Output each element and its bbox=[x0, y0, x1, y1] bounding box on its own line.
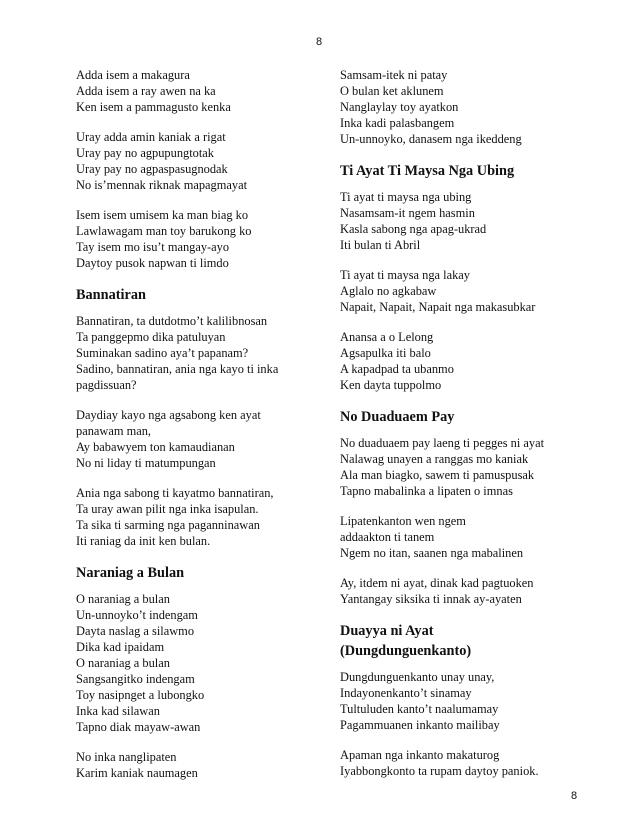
verse-line: Tapno mabalinka a lipaten o imnas bbox=[340, 484, 513, 498]
verse-line: Nanglaylay toy ayatkon bbox=[340, 100, 459, 114]
verse-line: Samsam-itek ni patay bbox=[340, 68, 448, 82]
verse-line: No ni liday ti matumpungan bbox=[76, 456, 216, 470]
stanza bbox=[340, 435, 580, 499]
verse-line: Uray pay no agpupungtotak bbox=[76, 146, 214, 160]
stanza bbox=[76, 129, 321, 193]
verse-line: Un-unnoyko, danasem nga ikeddeng bbox=[340, 132, 522, 146]
poem-title-line: (Dungdunguenkanto) bbox=[340, 643, 472, 659]
verse-line: Ala man biagko, sawem ti pamuspusak bbox=[340, 468, 535, 482]
verse-line: pagdissuan? bbox=[76, 378, 137, 392]
verse-line: Anansa a o Lelong bbox=[340, 330, 434, 344]
verse-line: Sangsangitko indengam bbox=[76, 672, 195, 686]
verse-line: Ken isem a pammagusto kenka bbox=[76, 100, 231, 114]
stanza bbox=[76, 591, 321, 735]
stanza bbox=[340, 669, 580, 733]
verse-line: O naraniag a bulan bbox=[76, 592, 170, 606]
poem-title: No Duaduaem Pay bbox=[340, 409, 455, 425]
stanza bbox=[76, 207, 321, 271]
stanza bbox=[340, 513, 580, 561]
stanza bbox=[340, 329, 580, 393]
verse-line: Iyabbongkonto ta rupam daytoy paniok. bbox=[340, 764, 539, 778]
verse-line: Ti ayat ti maysa nga lakay bbox=[340, 268, 470, 282]
verse-line: Pagammuanen inkanto mailibay bbox=[340, 718, 500, 732]
page-number-bottom: 8 bbox=[571, 790, 578, 802]
verse-line: Yantangay siksika ti innak ay-ayaten bbox=[340, 592, 522, 606]
poem-naraniag-continued bbox=[340, 67, 580, 147]
verse-line: O bulan ket aklunem bbox=[340, 84, 444, 98]
left-column bbox=[76, 67, 321, 795]
poem-ti-ayat bbox=[340, 161, 580, 393]
verse-line: Tultuluden kanto’t naalumamay bbox=[340, 702, 499, 716]
verse-line: Kasla sabong nga apag-ukrad bbox=[340, 222, 487, 236]
verse-line: Adda isem a makagura bbox=[76, 68, 190, 82]
verse-line: Inka kadi palasbangem bbox=[340, 116, 455, 130]
verse-line: Karim kaniak naumagen bbox=[76, 766, 198, 780]
verse-line: Dika kad ipaidam bbox=[76, 640, 165, 654]
verse-line: Nasamsam-it ngem hasmin bbox=[340, 206, 475, 220]
verse-line: Bannatiran, ta dutdotmo’t kalilibnosan bbox=[76, 314, 268, 328]
verse-line: Ta uray awan pilit nga inka isapulan. bbox=[76, 502, 259, 516]
verse-line: Sadino, bannatiran, ania nga kayo ti inka bbox=[76, 362, 279, 376]
verse-line: Dungdunguenkanto unay unay, bbox=[340, 670, 495, 684]
verse-line: Iti raniag da init ken bulan. bbox=[76, 534, 211, 548]
stanza bbox=[76, 485, 321, 549]
verse-line: Uray adda amin kaniak a rigat bbox=[76, 130, 226, 144]
stanza bbox=[340, 67, 580, 147]
verse-line: Ta panggepmo dika patuluyan bbox=[76, 330, 226, 344]
verse-line: Adda isem a ray awen na ka bbox=[76, 84, 216, 98]
verse-line: Ay babawyem ton kamaudianan bbox=[76, 440, 235, 454]
verse-line: Lawlawagam man toy barukong ko bbox=[76, 224, 252, 238]
verse-line: panawam man, bbox=[76, 424, 152, 438]
verse-line: Ken dayta tuppolmo bbox=[340, 378, 442, 392]
page-number-top: 8 bbox=[315, 36, 323, 48]
verse-line: Suminakan sadino aya’t papanam? bbox=[76, 346, 249, 360]
verse-line: Ay, itdem ni ayat, dinak kad pagtuoken bbox=[340, 576, 534, 590]
stanza bbox=[340, 267, 580, 315]
verse-line: Toy nasipnget a lubongko bbox=[76, 688, 205, 702]
verse-line: Lipatenkanton wen ngem bbox=[340, 514, 466, 528]
verse-line: Daydiay kayo nga agsabong ken ayat bbox=[76, 408, 261, 422]
stanza bbox=[76, 749, 321, 781]
verse-line: Uray pay no agpaspasugnodak bbox=[76, 162, 228, 176]
poem-title bbox=[340, 621, 580, 661]
verse-line: Tay isem mo isu’t mangay-ayo bbox=[76, 240, 230, 254]
verse-line: Un-unnoyko’t indengam bbox=[76, 608, 198, 622]
poem-duayya bbox=[340, 621, 580, 779]
verse-line: Daytoy pusok napwan ti limdo bbox=[76, 256, 229, 270]
poem-bannatiran bbox=[76, 285, 321, 549]
verse-line: Inka kad silawan bbox=[76, 704, 160, 718]
verse-line: Napait, Napait, Napait nga makasubkar bbox=[340, 300, 536, 314]
verse-line: Nalawag unayen a ranggas mo kaniak bbox=[340, 452, 529, 466]
stanza bbox=[76, 67, 321, 115]
verse-line: Dayta naslag a silawmo bbox=[76, 624, 195, 638]
verse-line: O naraniag a bulan bbox=[76, 656, 170, 670]
stanza bbox=[340, 189, 580, 253]
poem-title: Ti Ayat Ti Maysa Nga Ubing bbox=[340, 163, 515, 179]
verse-line: addaakton ti tanem bbox=[340, 530, 435, 544]
stanza bbox=[340, 575, 580, 607]
verse-line: Ta sika ti sarming nga paganninawan bbox=[76, 518, 260, 532]
verse-line: No inka nanglipaten bbox=[76, 750, 177, 764]
verse-line: Iti bulan ti Abril bbox=[340, 238, 421, 252]
verse-line: Indayonenkanto’t sinamay bbox=[340, 686, 472, 700]
verse-line: Aglalo no agkabaw bbox=[340, 284, 437, 298]
verse-line: Ania nga sabong ti kayatmo bannatiran, bbox=[76, 486, 274, 500]
poem-title-line: Duayya ni Ayat bbox=[340, 623, 434, 639]
verse-line: Tapno diak mayaw-awan bbox=[76, 720, 201, 734]
verse-line: Ti ayat ti maysa nga ubing bbox=[340, 190, 472, 204]
stanza bbox=[340, 747, 580, 779]
poem-title: Bannatiran bbox=[76, 287, 146, 303]
poem-no-duaduaem bbox=[340, 407, 580, 607]
verse-line: No duaduaem pay laeng ti pegges ni ayat bbox=[340, 436, 545, 450]
poem-intro bbox=[76, 67, 321, 271]
right-column bbox=[340, 67, 580, 793]
stanza bbox=[76, 407, 321, 471]
verse-line: Apaman nga inkanto makaturog bbox=[340, 748, 500, 762]
verse-line: A kapadpad ta ubanmo bbox=[340, 362, 454, 376]
poem-naraniag bbox=[76, 563, 321, 781]
stanza bbox=[76, 313, 321, 393]
verse-line: Isem isem umisem ka man biag ko bbox=[76, 208, 249, 222]
verse-line: Ngem no itan, saanen nga mabalinen bbox=[340, 546, 524, 560]
verse-line: Agsapulka iti balo bbox=[340, 346, 431, 360]
poem-title: Naraniag a Bulan bbox=[76, 565, 185, 581]
verse-line: No is’mennak riknak mapagmayat bbox=[76, 178, 248, 192]
